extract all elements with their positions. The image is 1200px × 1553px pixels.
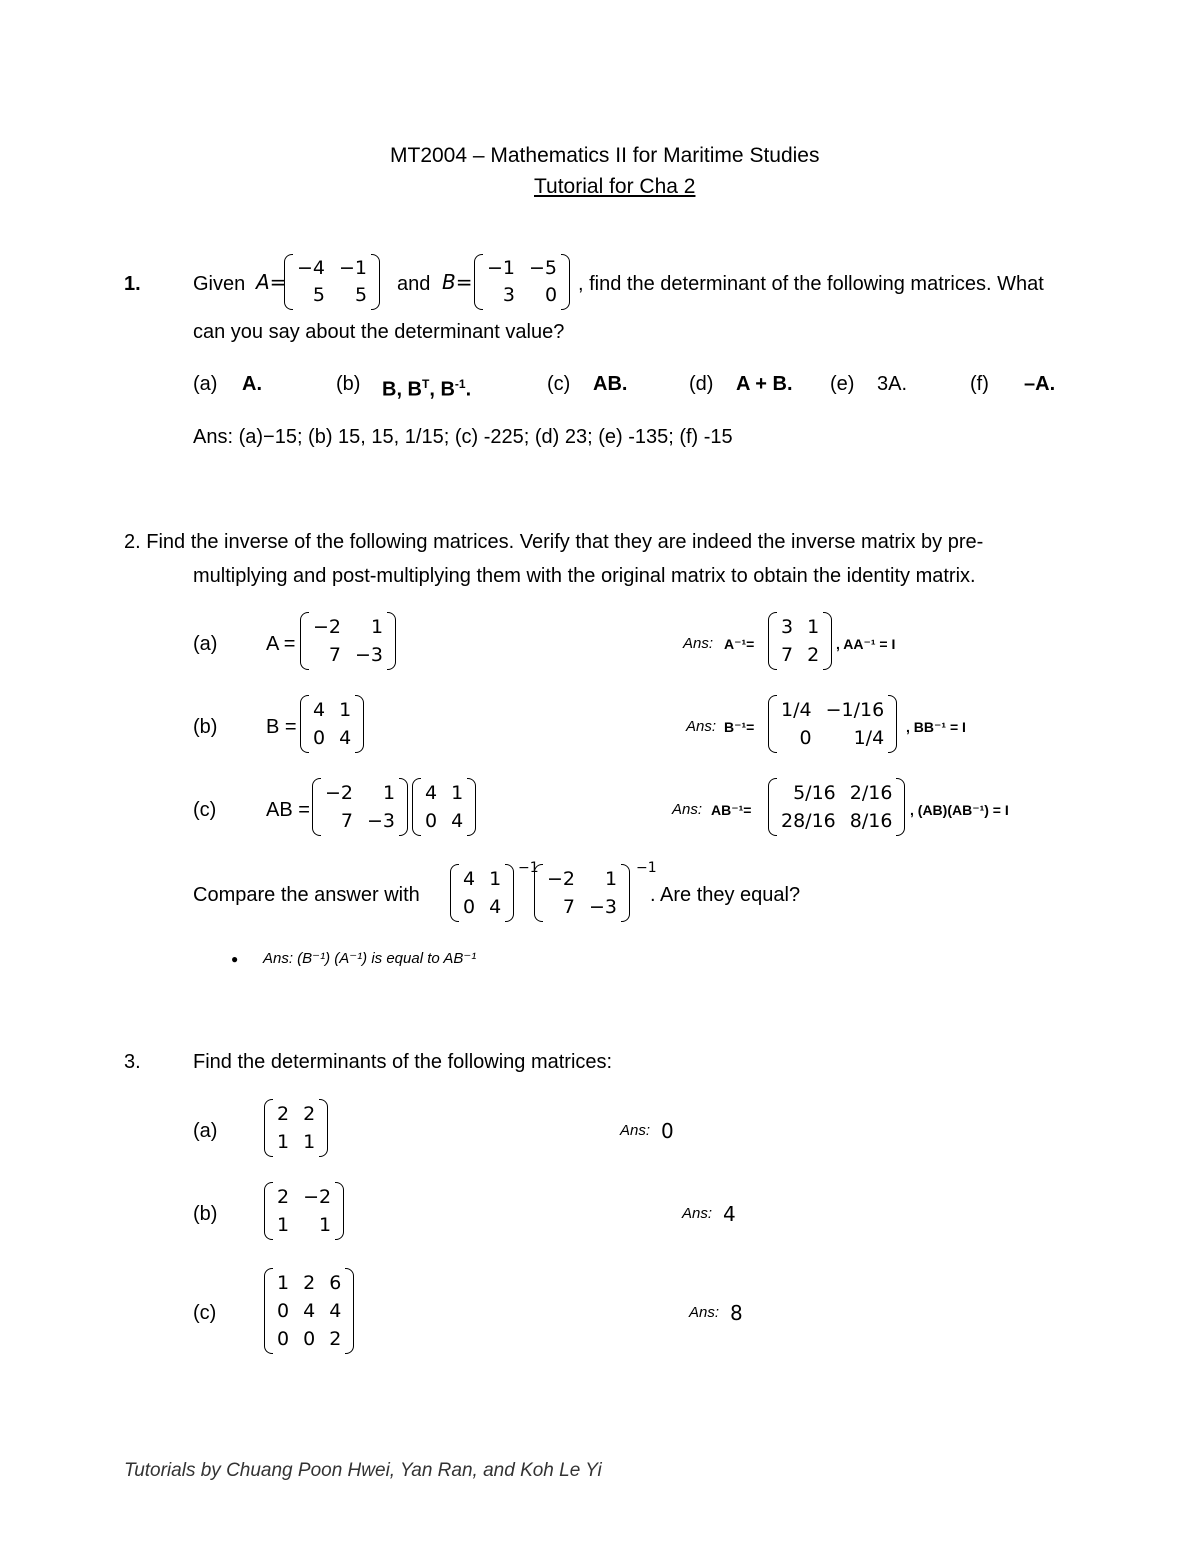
- q1-part-d-text: A + B.: [736, 373, 793, 395]
- q3-b-matrix: [264, 1182, 344, 1240]
- q2-compare-matrix1: [450, 864, 514, 922]
- q2-prompt-line1: 2. Find the inverse of the following matrices. Verify that they are indeed the inverse matrix by pre-: [124, 531, 984, 553]
- matrix-cell: 4: [463, 868, 476, 890]
- matrix-cell: 5: [312, 284, 326, 306]
- q3-prompt: Find the determinants of the following matrices:: [193, 1051, 613, 1073]
- matrix-cell: 1/4: [781, 699, 812, 721]
- q2-b-ans-lhs: B⁻¹=: [724, 719, 755, 735]
- matrix-cell: 5: [354, 284, 368, 306]
- q1-part-b-label: (b): [336, 373, 361, 395]
- q2-a-name: A =: [266, 633, 296, 655]
- q2-c-ans-prefix: Ans:: [672, 801, 703, 818]
- matrix-cell: −5: [529, 257, 558, 279]
- q2-c-ans-rhs: , (AB)(AB⁻¹) = I: [910, 802, 1009, 818]
- matrix-cell: 1: [807, 616, 820, 638]
- matrix-cell: 7: [328, 644, 342, 666]
- q1-part-c-text: AB.: [593, 373, 628, 395]
- matrix-cell: 4: [313, 699, 326, 721]
- q2-a-matrix: [300, 612, 396, 670]
- matrix-cell: 1: [277, 1131, 290, 1153]
- matrix-cell: 1: [451, 782, 464, 804]
- q2-c-matrix1: [312, 778, 408, 836]
- matrix-cell: −3: [355, 644, 384, 666]
- q2-b-ans-prefix: Ans:: [686, 718, 717, 735]
- q1-part-d-label: (d): [689, 373, 714, 395]
- matrix-cell: 7: [340, 810, 354, 832]
- q3-b-label: (b): [193, 1203, 218, 1225]
- matrix-cell: 5/16: [793, 782, 836, 804]
- q2-b-matrix: [300, 695, 364, 753]
- matrix-cell: 2: [277, 1186, 290, 1208]
- matrix-cell: 4: [303, 1300, 316, 1322]
- matrix-cell: 4: [339, 727, 352, 749]
- q3-c-matrix: [264, 1268, 354, 1354]
- matrix-cell: 7: [562, 896, 576, 918]
- q2-prompt-line2: multiplying and post-multiplying them with the original matrix to obtain the identity matrix.: [193, 565, 976, 587]
- matrix-cell: 0: [544, 284, 558, 306]
- matrix-cell: −2: [313, 616, 342, 638]
- q1-matrix-b: [474, 254, 570, 310]
- q2-c-ans-matrix: [768, 778, 905, 836]
- q1-b-label: B=: [442, 270, 473, 294]
- matrix-cell: 0: [799, 727, 812, 749]
- q2-a-ans-rhs: , AA⁻¹ = I: [836, 636, 896, 652]
- matrix-cell: 4: [451, 810, 464, 832]
- q1-a-label: A=: [256, 270, 287, 294]
- q1-part-e-text: 3A.: [877, 373, 908, 395]
- q3-a-ans: 0: [661, 1119, 674, 1143]
- q1-part-c-label: (c): [547, 373, 571, 395]
- q3-c-ans: 8: [730, 1301, 743, 1325]
- q1-part-f-label: (f): [970, 373, 989, 395]
- matrix-cell: 1: [277, 1214, 290, 1236]
- q2-c-label: (c): [193, 799, 217, 821]
- q1-number: 1.: [124, 273, 141, 295]
- q3-a-label: (a): [193, 1120, 218, 1142]
- q2-a-label: (a): [193, 633, 218, 655]
- matrix-cell: 3: [502, 284, 516, 306]
- matrix-cell: 6: [329, 1272, 342, 1294]
- q2-compare-end: . Are they equal?: [650, 884, 801, 906]
- matrix-cell: 4: [329, 1300, 342, 1322]
- q3-b-ans: 4: [723, 1202, 736, 1226]
- matrix-cell: 1: [604, 868, 618, 890]
- q2-c-name: AB =: [266, 799, 310, 821]
- matrix-cell: −3: [367, 810, 396, 832]
- q2-compare-text: Compare the answer with: [193, 884, 420, 906]
- matrix-cell: 0: [463, 896, 476, 918]
- matrix-cell: 2/16: [849, 782, 893, 804]
- matrix-cell: −1: [487, 257, 516, 279]
- matrix-cell: 1: [303, 1131, 316, 1153]
- q1-prompt-line2: can you say about the determinant value?: [193, 321, 565, 343]
- matrix-cell: −4: [297, 257, 326, 279]
- matrix-cell: 7: [781, 644, 794, 666]
- matrix-cell: 4: [489, 896, 502, 918]
- matrix-cell: 3: [781, 616, 794, 638]
- matrix-cell: 0: [303, 1328, 316, 1350]
- matrix-cell: 28/16: [781, 810, 836, 832]
- q2-compare-matrix2: [534, 864, 630, 922]
- q3-b-ans-prefix: Ans:: [682, 1205, 713, 1222]
- matrix-cell: −1: [339, 257, 368, 279]
- q1-part-e-label: (e): [830, 373, 855, 395]
- q2-a-ans-prefix: Ans:: [683, 635, 714, 652]
- matrix-cell: −2: [325, 782, 354, 804]
- q2-compare-exp1: −1: [518, 860, 539, 876]
- q2-c-matrix2: [412, 778, 476, 836]
- q3-number: 3.: [124, 1051, 141, 1073]
- matrix-cell: 0: [313, 727, 326, 749]
- q1-prompt: , find the determinant of the following matrices. What: [578, 273, 1044, 295]
- matrix-cell: −1/16: [825, 699, 885, 721]
- q3-a-ans-prefix: Ans:: [620, 1122, 651, 1139]
- q2-b-name: B =: [266, 716, 297, 738]
- matrix-cell: 2: [807, 644, 820, 666]
- matrix-cell: 0: [277, 1328, 290, 1350]
- footer-credits: Tutorials by Chuang Poon Hwei, Yan Ran, and Koh Le Yi: [124, 1460, 602, 1481]
- matrix-cell: 1/4: [853, 727, 885, 749]
- q1-part-f-text: –A.: [1024, 373, 1056, 395]
- page-title: MT2004 – Mathematics II for Maritime Studies: [390, 144, 820, 167]
- matrix-cell: 1: [370, 616, 384, 638]
- q3-c-label: (c): [193, 1302, 217, 1324]
- matrix-cell: 1: [339, 699, 352, 721]
- q2-b-ans-rhs: , BB⁻¹ = I: [906, 719, 966, 735]
- q1-and: and: [397, 273, 431, 295]
- q2-a-ans-lhs: A⁻¹=: [724, 636, 755, 652]
- matrix-cell: 8/16: [849, 810, 893, 832]
- bullet-icon: ●: [231, 952, 239, 966]
- matrix-cell: −3: [589, 896, 618, 918]
- q1-given: Given: [193, 273, 246, 295]
- q2-a-ans-matrix: [768, 612, 832, 670]
- q1-part-a-label: (a): [193, 373, 218, 395]
- q2-b-ans-matrix: [768, 695, 897, 753]
- matrix-cell: 0: [425, 810, 438, 832]
- matrix-cell: −2: [303, 1186, 332, 1208]
- matrix-cell: 4: [425, 782, 438, 804]
- matrix-cell: 2: [303, 1103, 316, 1125]
- matrix-cell: 2: [277, 1103, 290, 1125]
- q1-answer: Ans: (a)−15; (b) 15, 15, 1/15; (c) -225; (d) 23; (e) -135; (f) -15: [193, 426, 733, 448]
- q1-part-a-text: A.: [242, 373, 262, 395]
- q2-c-ans-lhs: AB⁻¹=: [711, 802, 752, 818]
- matrix-cell: −2: [547, 868, 576, 890]
- page-subtitle: Tutorial for Cha 2: [534, 175, 696, 198]
- q3-c-ans-prefix: Ans:: [689, 1304, 720, 1321]
- q2-b-label: (b): [193, 716, 218, 738]
- matrix-cell: 1: [382, 782, 396, 804]
- matrix-cell: 1: [319, 1214, 332, 1236]
- q2-compare-exp2: −1: [636, 860, 657, 876]
- matrix-cell: 1: [277, 1272, 290, 1294]
- q3-a-matrix: [264, 1099, 328, 1157]
- q1-part-b-text: B, $B^T$, $B^{-1}$.: [382, 377, 472, 401]
- q2-bullet-answer: Ans: (B⁻¹) (A⁻¹) is equal to AB⁻¹: [263, 950, 477, 967]
- matrix-cell: 2: [329, 1328, 342, 1350]
- matrix-cell: 1: [489, 868, 502, 890]
- matrix-cell: 0: [277, 1300, 290, 1322]
- matrix-cell: 2: [303, 1272, 316, 1294]
- q1-matrix-a: [284, 254, 380, 310]
